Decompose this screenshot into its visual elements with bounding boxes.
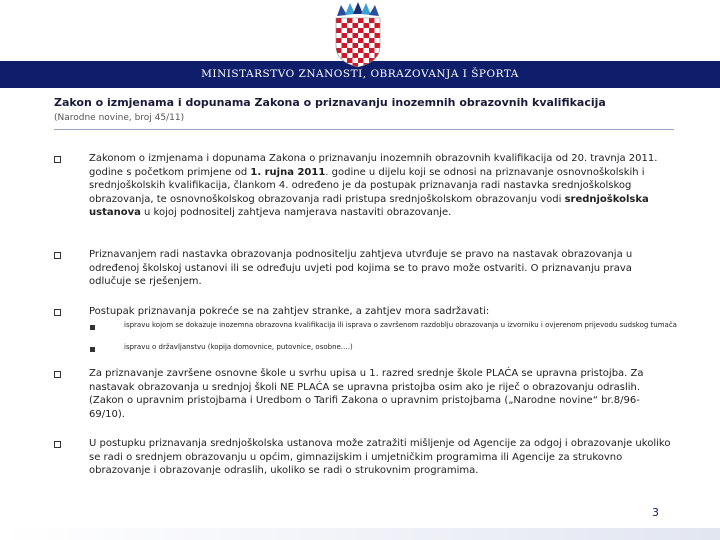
bullet-square-icon [54, 156, 61, 163]
page-subtitle: (Narodne novine, broj 45/11) [54, 113, 185, 123]
paragraph-4: Za priznavanje završene osnovne škole u svrhu upisa u 1. razred srednje škole PLAĆA se upravna pristojba. Za nastavak obrazovanja u srednjoj školi NE PLAĆA se upravna pristojba osim ako je riječ o obrazovanju odraslih. (Zakon o upravnim pristojbama i Uredbom o Tarifi Zakona o upravnim pristojbama („Narodne novine“ br.8/96-69/10). [89, 368, 644, 420]
bullet-square-icon [54, 371, 61, 378]
bullet-square-icon [54, 309, 61, 316]
title-divider [54, 129, 674, 130]
paragraph-1 [89, 152, 674, 220]
bullet-square-icon [54, 441, 61, 448]
p1-text-c: . godine u dijelu koji se odnosi na priznavanje osnovnoškolskih i srednjoškolskih kvalifikacija, člankom 4. određeno je da postupak priznavanja radi nastavka srednjoškolskog obrazovanja, te osnovnoškolskog obrazovanja radi pristupa srednjoškolskom obrazovanju vodi [89, 166, 645, 205]
bullet-square-icon [54, 252, 61, 259]
p1-text-e: u kojoj podnositelj zahtjeva namjerava nastaviti obrazovanje. [140, 207, 452, 219]
sub-item-2: ispravu o državljanstvu (kopija domovnice, putovnice, osobne….) [124, 343, 353, 351]
paragraph-3: Postupak priznavanja pokreće se na zahtjev stranke, a zahtjev mora sadržavati: [89, 306, 490, 317]
header [0, 0, 720, 88]
page-number: 3 [652, 506, 659, 519]
page-title: Zakon o izmjenama i dopunama Zakona o priznavanju inozemnih obrazovnih kvalifikacija [54, 96, 606, 109]
footer-band [0, 528, 720, 540]
p1-date: 1. rujna 2011 [250, 166, 326, 178]
p1-institution: srednjoškolska ustanova [89, 193, 649, 219]
ministry-name: MINISTARSTVO ZNANOSTI, OBRAZOVANJA I ŠPORTA [201, 68, 519, 80]
paragraph-5: U postupku priznavanja srednjoškolska ustanova može zatražiti mišljenje od Agencije za odgoj i obrazovanje ukoliko se radi o srednjem obrazovanju u općim, gimnazijskim i umjetničkim programima ili Agencije za strukovno obrazovanje i obrazovanje odraslih, ukoliko se radi o strukovnim programima. [89, 438, 671, 477]
p1-text-a: Zakonom o izmjenama i dopunama Zakona o priznavanju inozemnih obrazovnih kvalifikacija od 20. travnja 2011. godine s početkom primjene od [89, 153, 658, 178]
paragraph-2: Priznavanjem radi nastavka obrazovanja podnositelju zahtjeva utvrđuje se pravo na nastavak obrazovanja u određenoj školskoj ustanovi ili se određuju uvjeti pod kojima se to pravo može ostvariti. O priznavanju prava odlučuje se rješenjem. [89, 249, 633, 288]
sub-bullet-icon [90, 347, 95, 352]
sub-bullet-icon [90, 325, 95, 330]
sub-item-1: ispravu kojom se dokazuje inozemna obrazovna kvalifikacija ili isprava o završenom razdoblju obrazovanja u izvorniku i ovjerenom prijevodu sudskog tumača [124, 321, 677, 329]
croatian-coat-of-arms-icon [333, 2, 383, 68]
crown-icon [337, 2, 379, 16]
